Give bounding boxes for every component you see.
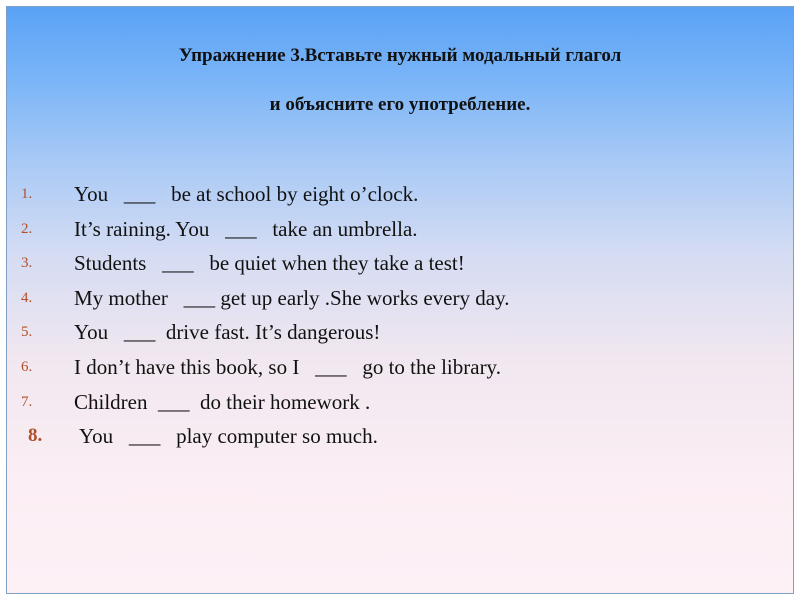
item-number: 1.: [21, 186, 33, 202]
item-sentence: It’s raining. You ___ take an umbrella.: [74, 216, 418, 241]
item-sentence: I don’t have this book, so I ___ go to the library.: [74, 354, 501, 379]
item-number: 2.: [21, 220, 33, 237]
item-number: 5.: [21, 324, 33, 341]
item-number: 4.: [21, 289, 33, 306]
item-sentence: You ___ play computer so much.: [79, 424, 378, 449]
slide: [6, 6, 794, 594]
item-sentence: You ___ drive fast. It’s dangerous!: [74, 320, 381, 345]
item-number: 6.: [21, 358, 33, 375]
item-sentence: Children ___ do their homework .: [74, 389, 371, 414]
item-number: 3.: [21, 255, 33, 272]
item-sentence: Students ___ be quiet when they take a test!: [74, 251, 465, 276]
item-number: 7.: [21, 393, 33, 410]
exercise-title-line1: Упражнение 3.Вставьте нужный модальный глагол: [178, 45, 622, 66]
item-sentence: My mother ___ get up early .She works every day.: [74, 285, 510, 310]
item-number: 8.: [28, 425, 43, 447]
exercise-title-line2: и объясните его употребление.: [269, 94, 531, 115]
item-sentence: You ___ be at school by eight o’clock.: [74, 182, 419, 206]
